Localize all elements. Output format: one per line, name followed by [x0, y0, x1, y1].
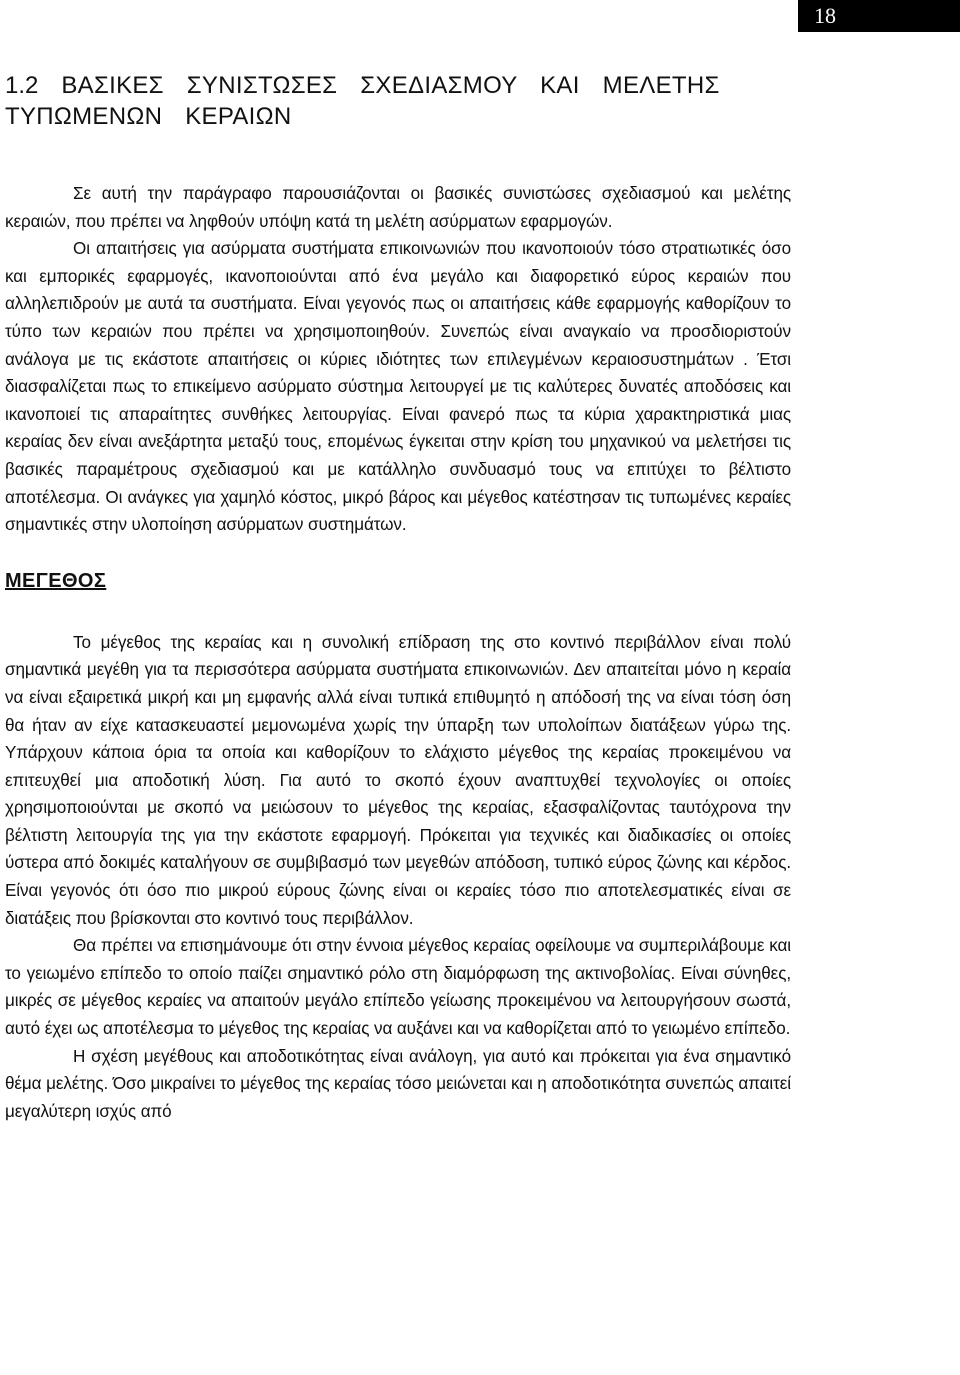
size-paragraph-1: Το μέγεθος της κεραίας και η συνολική επίδραση της στο κοντινό περιβάλλον είναι πολύ σημαντικά μεγέθη για τα περισσότερα ασύρματα συστήματα επικοινωνιών. Δεν απαιτείται μόνο η κεραία να είναι εξαιρετικά μικρή και μη εμφανής αλλά είναι τυπικά επιθυμητό η απόδοσή της να είναι τόση όση θα ήταν αν είχε κατασκευαστεί μεμονωμένα χωρίς την ύπαρξη των υπολοίπων διατάξεων γύρω της. Υπάρχουν κάποια όρια τα οποία και καθορίζουν το ελάχιστο μέγεθος της κεραίας προκειμένου να επιτευχθεί μια αποδοτική λύση. Για αυτό το σκοπό έχουν αναπτυχθεί τεχνολογίες οι οποίες χρησιμοποιούνται με σκοπό να μειώσουν το μέγεθος της κεραίας, εξασφαλίζοντας ταυτόχρονα την βέλτιστη λειτουργία της για την εκάστοτε εφαρμογή. Πρόκειται για τεχνικές και διαδικασίες οι οποίες ύστερα από δοκιμές καταλήγουν σε συμβιβασμό των μεγεθών απόδοση, τυπικό εύρος ζώνης και κέρδος. Είναι γεγονός ότι όσο πιο μικρού εύρους ζώνης είναι οι κεραίες τόσο πιο αποτελεσματικές είναι σε διατάξεις που βρίσκονται στο κοντινό τους περιβάλλον. [5, 632, 791, 928]
intro-paragraph-1: Σε αυτή την παράγραφο παρουσιάζονται οι βασικές συνιστώσες σχεδιασμού και μελέτης κεραιών, που πρέπει να ληφθούν υπόψη κατά τη μελέτη ασύρματων εφαρμογών. [5, 184, 791, 231]
size-heading: ΜΕΓΕΘΟΣ [5, 569, 107, 592]
section-number: 1.2 [5, 72, 39, 99]
document-body [5, 70, 791, 1125]
intro-section [5, 180, 791, 539]
section-title-line2: ΤΥΠΩΜΕΝΩΝ ΚΕΡΑΙΩΝ [5, 103, 292, 130]
page-number: 18 [798, 0, 960, 32]
size-paragraph-3: Η σχέση μεγέθους και αποδοτικότητας είναι ανάλογη, για αυτό και πρόκειται για ένα σημαντικό θέμα μελέτης. Όσο μικραίνει το μέγεθος της κεραίας τόσο μειώνεται και η αποδοτικότητα συνεπώς απαιτεί μεγαλύτερη ισχύς από [5, 1046, 791, 1121]
intro-paragraph-2: Οι απαιτήσεις για ασύρματα συστήματα επικοινωνιών που ικανοποιούν τόσο στρατιωτικές όσο και εμπορικές εφαρμογές, ικανοποιούνται από ένα μεγάλο και διαφορετικό εύρος κεραιών που αλληλεπιδρούν με αυτά τα συστήματα. Είναι γεγονός πως οι απαιτήσεις κάθε εφαρμογής καθορίζουν το τύπο των κεραιών που πρέπει να χρησιμοποιηθούν. Συνεπώς είναι αναγκαίο να προσδιοριστούν ανάλογα με τις εκάστοτε απαιτήσεις οι κύριες ιδιότητες των επιλεγμένων κεραιοσυστημάτων . Έτσι διασφαλίζεται πως το επικείμενο ασύρματο σύστημα λειτουργεί με τις καλύτερες δυνατές αποδόσεις και ικανοποιεί τις απαραίτητες συνθήκες λειτουργίας. Είναι φανερό πως τα κύρια χαρακτηριστικά μιας κεραίας δεν είναι ανεξάρτητα μεταξύ τους, επομένως έγκειται στην κρίση του μηχανικού να μελετήσει τις βασικές παραμέτρους σχεδιασμού και με κατάλληλο συνδυασμό τους να επιτύχει το βέλτιστο αποτέλεσμα. Οι ανάγκες για χαμηλό κόστος, μικρό βάρος και μέγεθος κατέστησαν τις τυπωμένες κεραίες σημαντικές στην υλοποίηση ασύρματων συστημάτων. [5, 239, 791, 535]
section-title-line1: ΒΑΣΙΚΕΣ ΣΥΝΙΣΤΩΣΕΣ ΣΧΕΔΙΑΣΜΟΥ ΚΑΙ ΜΕΛΕΤΗΣ [61, 72, 720, 99]
size-paragraph-2: Θα πρέπει να επισημάνουμε ότι στην έννοια μέγεθος κεραίας οφείλουμε να συμπεριλάβουμε και το γειωμένο επίπεδο το οποίο παίζει σημαντικό ρόλο στη διαμόρφωση της ακτινοβολίας. Είναι σύνηθες, μικρές σε μέγεθος κεραίες να απαιτούν μεγάλο επίπεδο γείωσης προκειμένου να λειτουργήσουν σωστά, αυτό έχει ως αποτέλεσμα το μέγεθος της κεραίας να αυξάνει και να καθορίζεται από το γειωμένο επίπεδο. [5, 936, 791, 1039]
section-title [5, 70, 791, 132]
size-section [5, 629, 791, 1126]
